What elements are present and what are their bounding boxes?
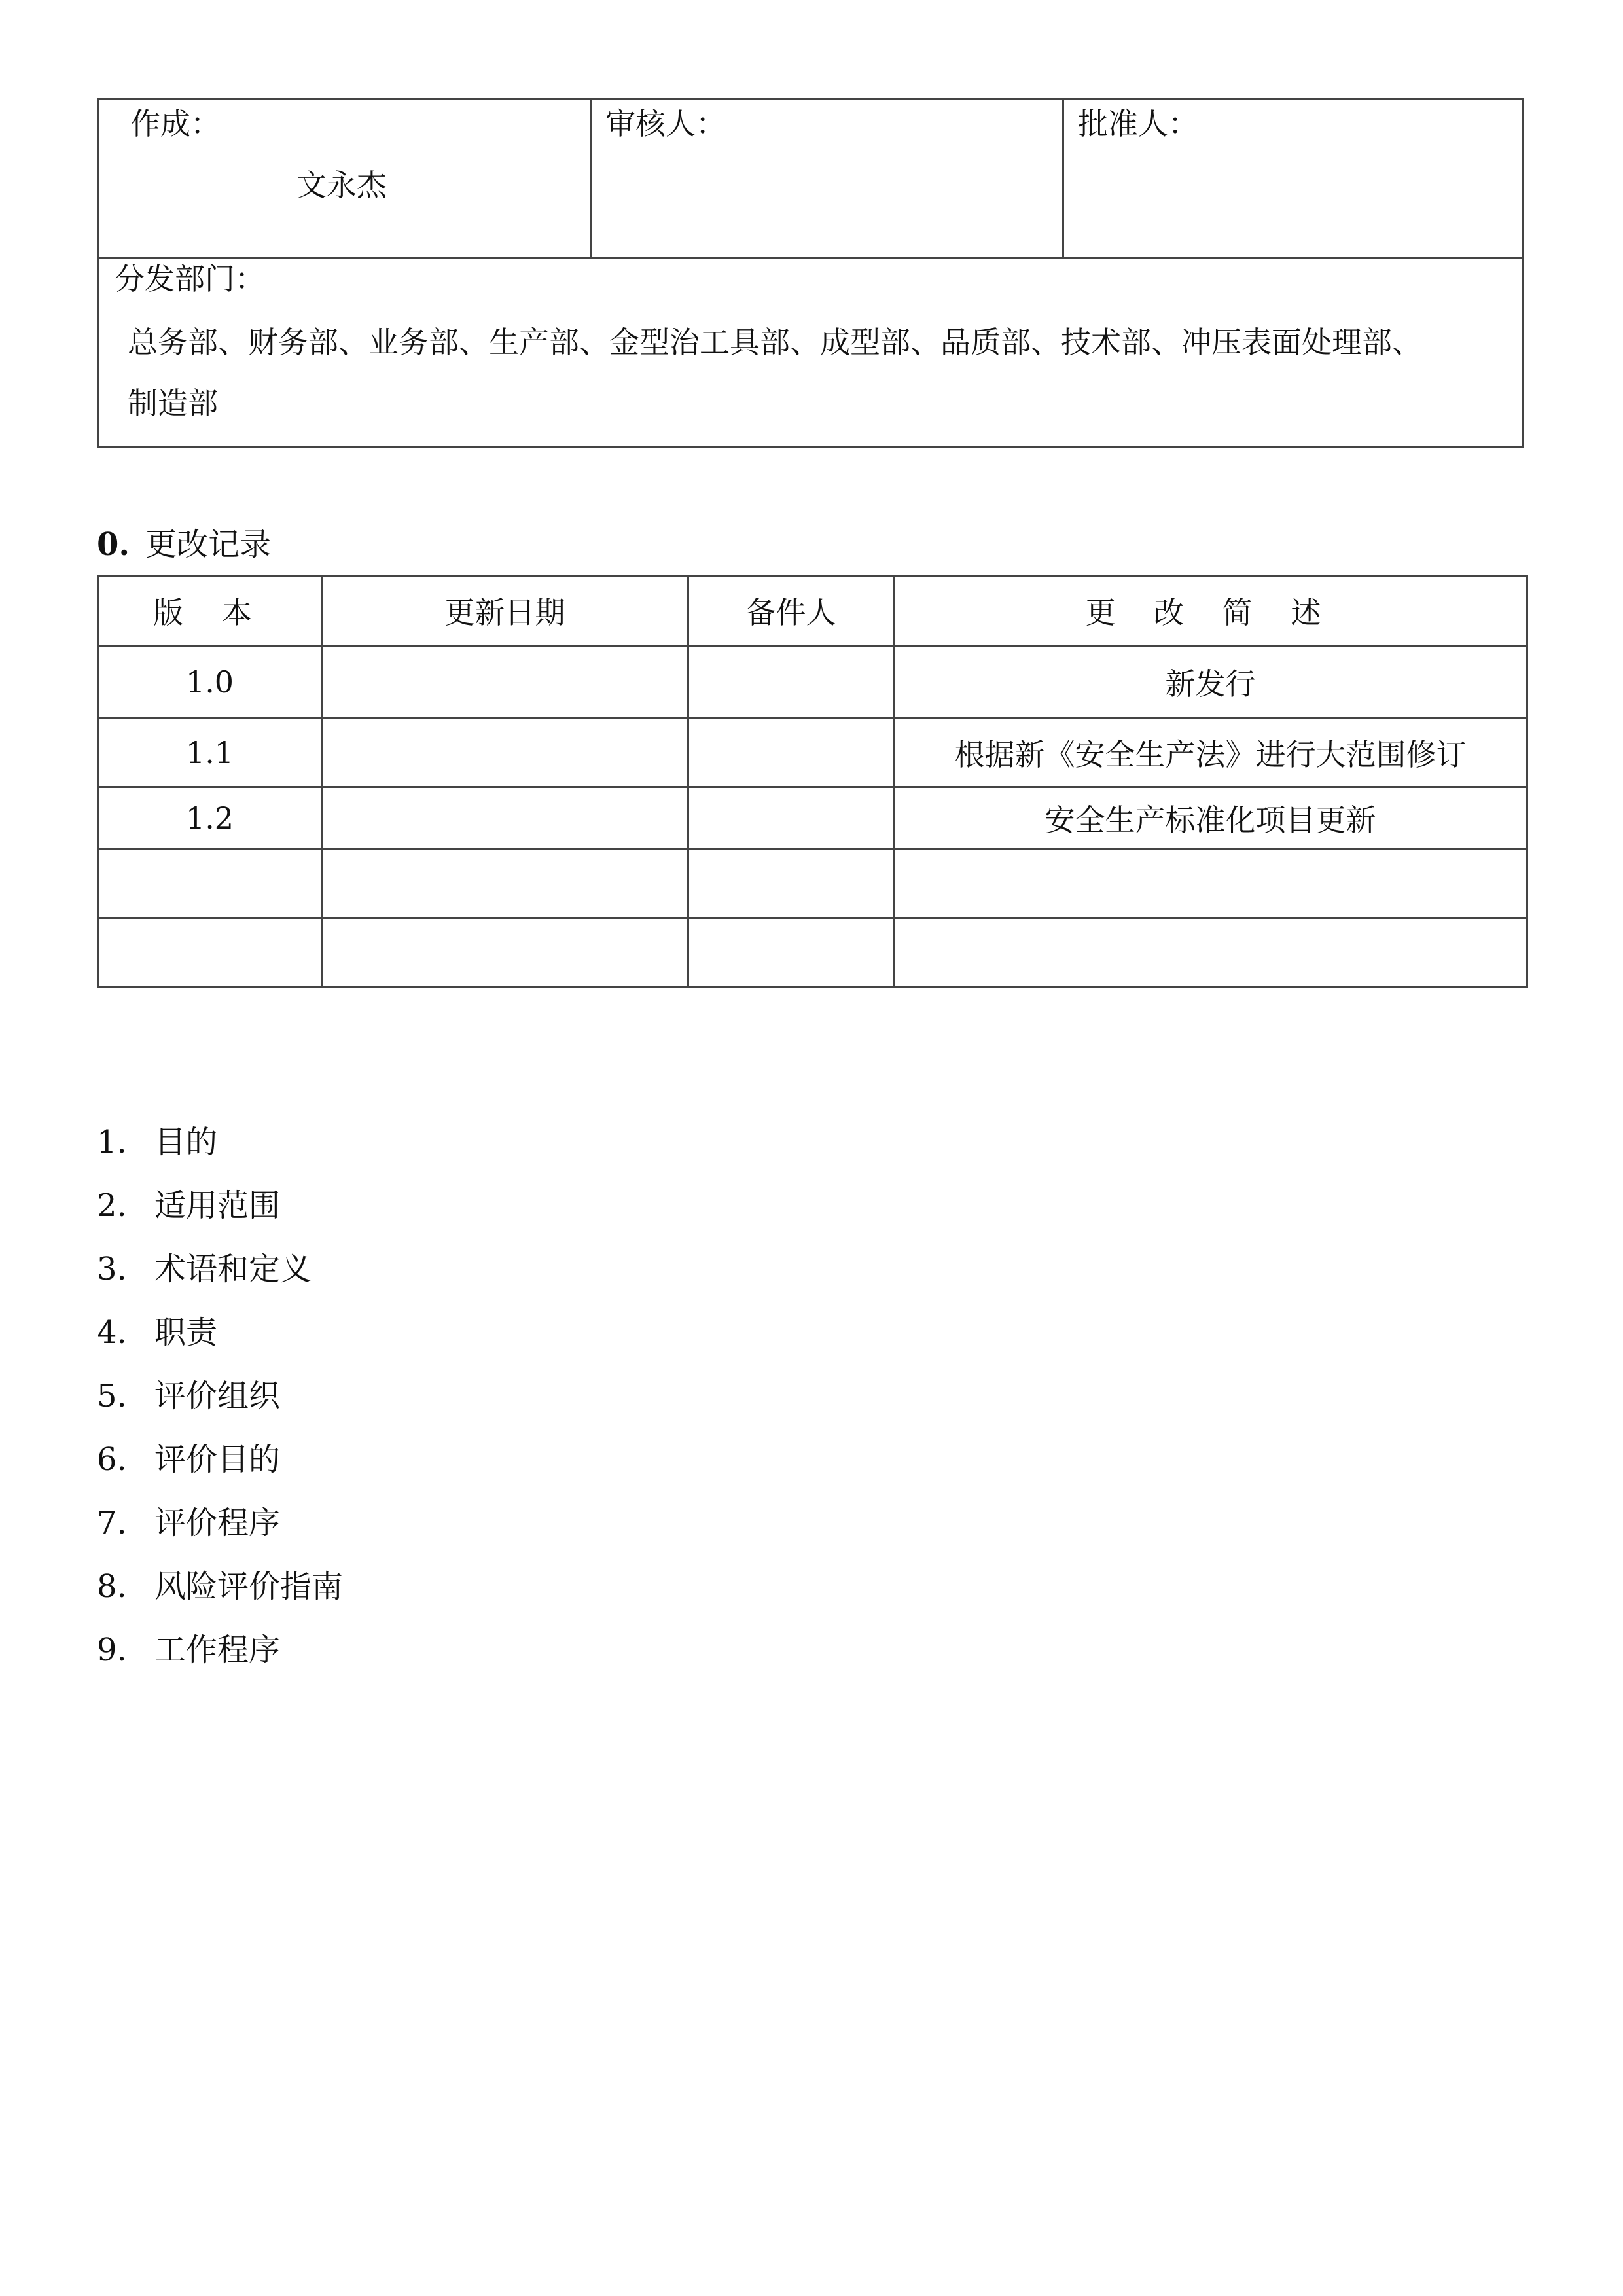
cell-summary: [894, 918, 1527, 987]
approval-divider: [99, 257, 1522, 259]
list-item: [97, 1440, 343, 1503]
toc-title: 术语和定义: [154, 1251, 312, 1287]
toc-number: 3.: [97, 1251, 127, 1287]
toc-number: 1.: [97, 1124, 127, 1160]
author-name: 文永杰: [296, 168, 387, 203]
cell-person: [688, 719, 894, 787]
table-row: [98, 918, 1527, 987]
toc-title: 评价组织: [154, 1378, 281, 1414]
toc-title: 目的: [154, 1124, 218, 1160]
change-record-table: [97, 575, 1528, 988]
distribution-list-cont: 制造部: [128, 386, 218, 421]
cell-person: [688, 646, 894, 719]
toc-number: 2.: [97, 1187, 127, 1224]
header-date: 更新日期: [322, 576, 688, 646]
cell-summary: 安全生产标准化项目更新: [894, 787, 1527, 850]
cell-summary: [894, 850, 1527, 918]
list-item: [97, 1630, 343, 1694]
header-person: 备件人: [688, 576, 894, 646]
list-item: [97, 1503, 343, 1567]
cell-person: [688, 787, 894, 850]
header-summary: 更 改 简 述: [894, 576, 1527, 646]
cell-version: [98, 850, 322, 918]
cell-summary: 根据新《安全生产法》进行大范围修订: [894, 719, 1527, 787]
section-heading: [97, 525, 271, 564]
toc-title: 评价程序: [154, 1505, 281, 1541]
cell-version: 1.1: [98, 719, 322, 787]
cell-person: [688, 918, 894, 987]
cell-date: [322, 787, 688, 850]
table-row: [98, 787, 1527, 850]
table-header-row: [98, 576, 1527, 646]
cell-date: [322, 918, 688, 987]
toc-number: 5.: [97, 1378, 127, 1414]
table-row: [98, 646, 1527, 719]
toc-number: 7.: [97, 1505, 127, 1541]
cell-version: [98, 918, 322, 987]
cell-version: 1.2: [98, 787, 322, 850]
toc-title: 评价目的: [154, 1441, 281, 1478]
approver-label: 批准人：: [1078, 106, 1198, 141]
toc-number: 6.: [97, 1441, 127, 1478]
header-version: 版 本: [98, 576, 322, 646]
cell-date: [322, 719, 688, 787]
toc-title: 职责: [154, 1314, 218, 1351]
table-row: [98, 850, 1527, 918]
section-number: 0.: [97, 526, 130, 563]
cell-person: [688, 850, 894, 918]
approval-divider: [1062, 100, 1064, 257]
toc-number: 8.: [97, 1568, 127, 1605]
toc-number: 9.: [97, 1632, 127, 1668]
toc-title: 风险评价指南: [154, 1568, 344, 1605]
distribution-label: 分发部门：: [115, 261, 265, 296]
toc-title: 适用范围: [154, 1187, 281, 1224]
cell-summary: 新发行: [894, 646, 1527, 719]
cell-date: [322, 646, 688, 719]
list-item: [97, 1122, 343, 1186]
list-item: [97, 1376, 343, 1440]
table-row: [98, 719, 1527, 787]
list-item: [97, 1567, 343, 1630]
toc-number: 4.: [97, 1314, 127, 1351]
table-of-contents: [97, 1122, 343, 1694]
cell-version: 1.0: [98, 646, 322, 719]
cell-date: [322, 850, 688, 918]
list-item: [97, 1249, 343, 1313]
approval-block: [97, 98, 1524, 448]
author-label: 作成：: [130, 106, 221, 141]
list-item: [97, 1186, 343, 1249]
distribution-list: 总务部、财务部、业务部、生产部、金型治工具部、成型部、品质部、技术部、冲压表面处理部、: [128, 325, 1422, 360]
reviewer-label: 审核人：: [605, 106, 726, 141]
toc-title: 工作程序: [154, 1632, 281, 1668]
section-title: 更改记录: [145, 526, 272, 563]
list-item: [97, 1313, 343, 1376]
approval-divider: [590, 100, 592, 257]
